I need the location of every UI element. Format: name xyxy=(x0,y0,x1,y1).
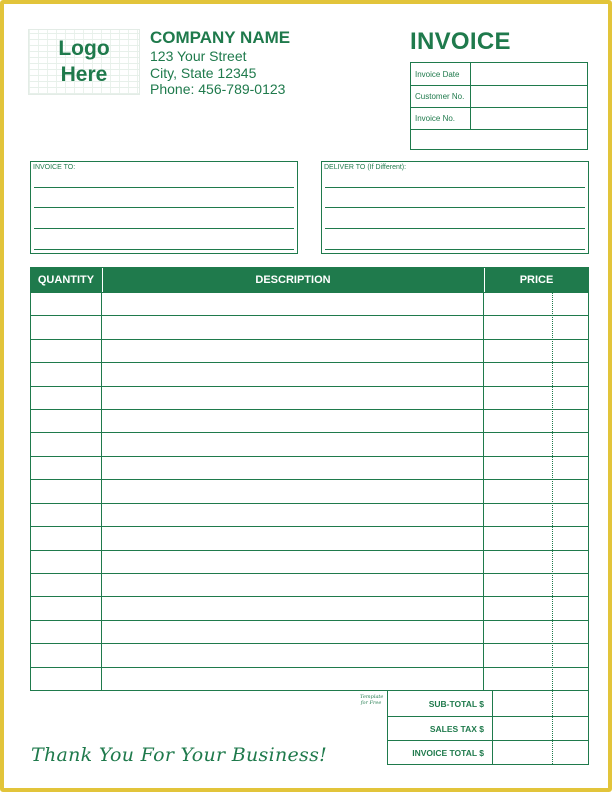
subtotal-row xyxy=(388,692,588,716)
customer-no-field[interactable] xyxy=(470,85,587,107)
invoice-to-box[interactable] xyxy=(30,161,298,254)
invoice-to-line xyxy=(34,228,294,229)
table-row[interactable] xyxy=(31,573,588,574)
table-row[interactable] xyxy=(31,596,588,597)
invoice-to-line xyxy=(34,207,294,208)
watermark-line2: for Free xyxy=(360,700,382,706)
logo-line1: Logo xyxy=(58,37,110,60)
deliver-to-box[interactable] xyxy=(321,161,589,254)
deliver-to-line xyxy=(325,187,585,188)
company-phone: Phone: 456-789-0123 xyxy=(150,81,286,97)
invoice-to-line xyxy=(34,249,294,250)
description-header: DESCRIPTION xyxy=(103,268,483,292)
invoice-info-box xyxy=(410,62,588,150)
sales-tax-label: SALES TAX $ xyxy=(429,724,484,734)
subtotal-label: SUB-TOTAL $ xyxy=(428,699,484,709)
totals-box xyxy=(387,691,589,765)
table-row[interactable] xyxy=(31,339,588,340)
table-row[interactable] xyxy=(31,620,588,621)
customer-no-label: Customer No. xyxy=(415,92,465,101)
thank-you-message: Thank You For Your Business! xyxy=(31,744,328,766)
company-name: COMPANY NAME xyxy=(150,28,291,47)
invoice-date-row xyxy=(411,63,587,86)
table-row[interactable] xyxy=(31,503,588,504)
invoice-no-field[interactable] xyxy=(470,107,587,129)
deliver-to-line xyxy=(325,207,585,208)
line-items-table xyxy=(30,267,589,691)
company-city: City, State 12345 xyxy=(150,64,257,81)
table-row[interactable] xyxy=(31,479,588,480)
invoice-total-label: INVOICE TOTAL $ xyxy=(412,748,484,758)
invoice-date-label: Invoice Date xyxy=(415,70,460,79)
logo-line2: Here xyxy=(60,63,108,86)
table-row[interactable] xyxy=(31,526,588,527)
cents-divider xyxy=(552,292,553,690)
company-info xyxy=(150,28,290,98)
invoice-to-label: INVOICE TO: xyxy=(33,164,76,171)
invoice-title: INVOICE xyxy=(410,28,511,55)
invoice-no-row xyxy=(411,107,587,130)
quantity-header: QUANTITY xyxy=(31,268,101,292)
invoice-date-field[interactable] xyxy=(470,63,587,85)
invoice-to-line xyxy=(34,187,294,188)
invoice-total-row xyxy=(388,741,588,765)
table-row[interactable] xyxy=(31,432,588,433)
price-header: PRICE xyxy=(485,268,588,292)
invoice-no-label: Invoice No. xyxy=(415,114,456,123)
table-row[interactable] xyxy=(31,667,588,668)
logo-placeholder xyxy=(28,29,140,95)
deliver-to-label: DELIVER TO (If Different): xyxy=(324,164,407,171)
sales-tax-row xyxy=(388,717,588,741)
table-row[interactable] xyxy=(31,456,588,457)
table-row[interactable] xyxy=(31,315,588,316)
deliver-to-line xyxy=(325,228,585,229)
table-row[interactable] xyxy=(31,643,588,644)
table-row[interactable] xyxy=(31,550,588,551)
company-street: 123 Your Street xyxy=(150,48,247,64)
template-watermark xyxy=(360,694,382,708)
table-row[interactable] xyxy=(31,362,588,363)
table-row[interactable] xyxy=(31,292,588,293)
table-row[interactable] xyxy=(31,409,588,410)
watermark-line1: Template xyxy=(360,694,384,700)
customer-no-row xyxy=(411,85,587,108)
table-row[interactable] xyxy=(31,386,588,387)
deliver-to-line xyxy=(325,249,585,250)
